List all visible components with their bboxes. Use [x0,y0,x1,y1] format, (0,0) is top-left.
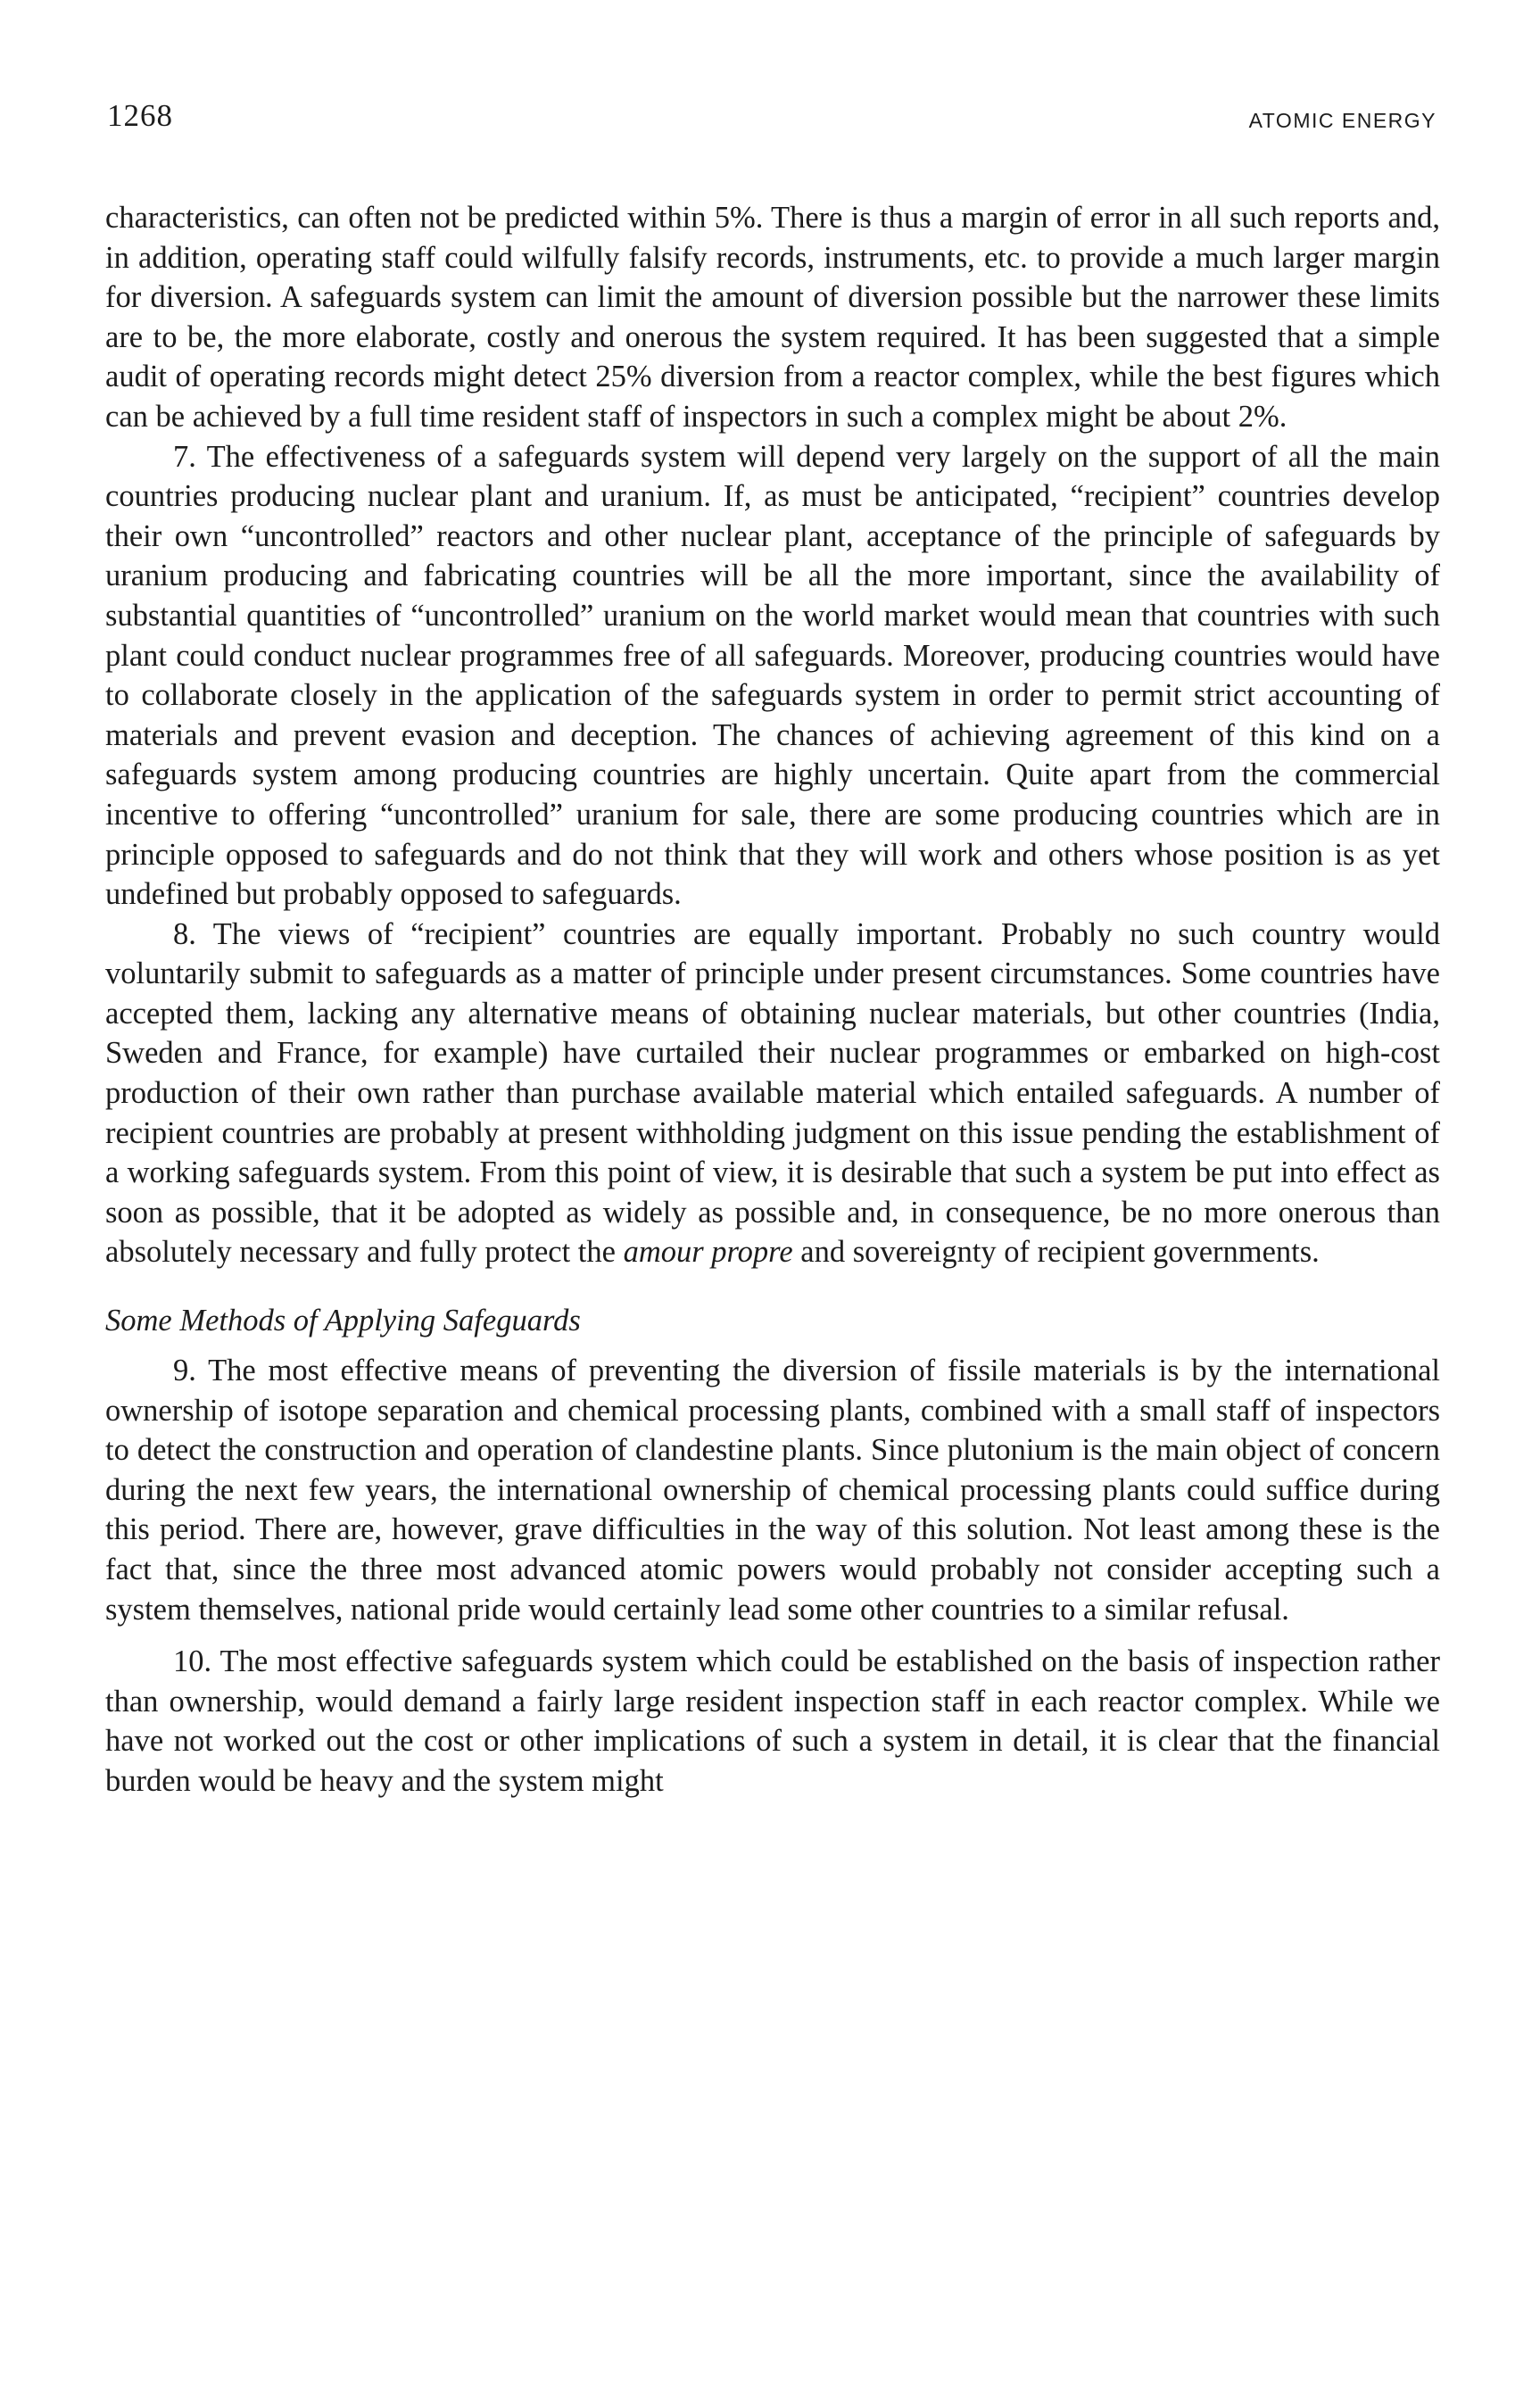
italic-phrase: amour propre [623,1235,793,1270]
page-header [107,98,1437,143]
paragraph-7: 7. The effectiveness of a safeguards system will depend very largely on the support of all the main countries producing nuclear plant and uranium. If, as must be anticipated, “recipient” countries develop their own “uncontrolled” reactors and other nuclear plant, acceptance of the principle of safeguards by uranium producing and fabricating countries will be all the more important, since the availability of substantial quantities of “uncontrolled” uranium on the world market would mean that countries with such plant could conduct nuclear programmes free of all safeguards. Moreover, producing countries would have to collaborate closely in the application of the safeguards system in order to permit strict accounting of materials and prevent evasion and deception. The chances of achieving agreement of this kind on a safeguards system among producing countries are highly uncertain. Quite apart from the commercial incentive to offering “uncontrolled” uranium for sale, there are some producing countries which are in principle opposed to safeguards and do not think that they will work and others whose position is as yet undefined but probably opposed to safeguards. [105,439,1440,912]
paragraph-continuation: characteristics, can often not be predicted within 5%. There is thus a margin of error in all such reports and, in addition, operating staff could wilfully falsify records, instruments, etc. to provide a much larger margin for diversion. A safeguards system can limit the amount of diversion possible but the narrower these limits are to be, the more elaborate, costly and onerous the system required. It has been suggested that a simple audit of operating records might detect 25% diversion from a reactor complex, while the best figures which can be achieved by a full time resident staff of inspectors in such a complex might be about 2%. [105,201,1440,434]
section-heading: Some Methods of Applying Safeguards [105,1304,581,1338]
paragraph-8-text-end: and sovereignty of recipient governments. [800,1235,1320,1270]
paragraph-8-text: 8. The views of “recipient” countries are equally important. Probably no such country would voluntarily submit to safeguards as a matter of principle under present circumstances. Some countries have accepted them, lacking any alternative means of obtaining nuclear materials, but other countries (India, Sweden and France, for example) have curtailed their nuclear programmes or embarked on high-cost production of their own rather than purchase available material which entailed safeguards. A number of recipient countries are probably at present withholding judgment on this issue pending the establishment of a working safeguards system. From this point of view, it is desirable that such a system be put into effect as soon as possible, that it be adopted as widely as possible and, in consequence, be no more onerous than absolutely necessary and fully protect the [105,916,1440,1270]
paragraph-8 [105,915,1440,1272]
paragraph-9: 9. The most effective means of preventing the diversion of fissile materials is by the international ownership of isotope separation and chemical processing plants, combined with a small staff of inspectors to detect the construction and operation of clandestine plants. Since plutonium is the main object of concern during the next few years, the international ownership of chemical processing plants could suffice during this period. There are, however, grave difficulties in the way of this solution. Not least among these is the fact that, since the three most advanced atomic powers would probably not consider accepting such a system themselves, national pride would certainly lead some other countries to a similar refusal. [105,1354,1440,1627]
page-number: 1268 [107,98,173,133]
paragraph-10: 10. The most effective safeguards system which could be established on the basis of inspection rather than ownership, would demand a fairly large resident inspection staff in each reactor complex. While we have not worked out the cost or other implications of such a system in detail, it is clear that the financial burden would be heavy and the system might [105,1644,1440,1798]
running-head: ATOMIC ENERGY [1248,109,1437,132]
body-text [105,198,1440,1802]
